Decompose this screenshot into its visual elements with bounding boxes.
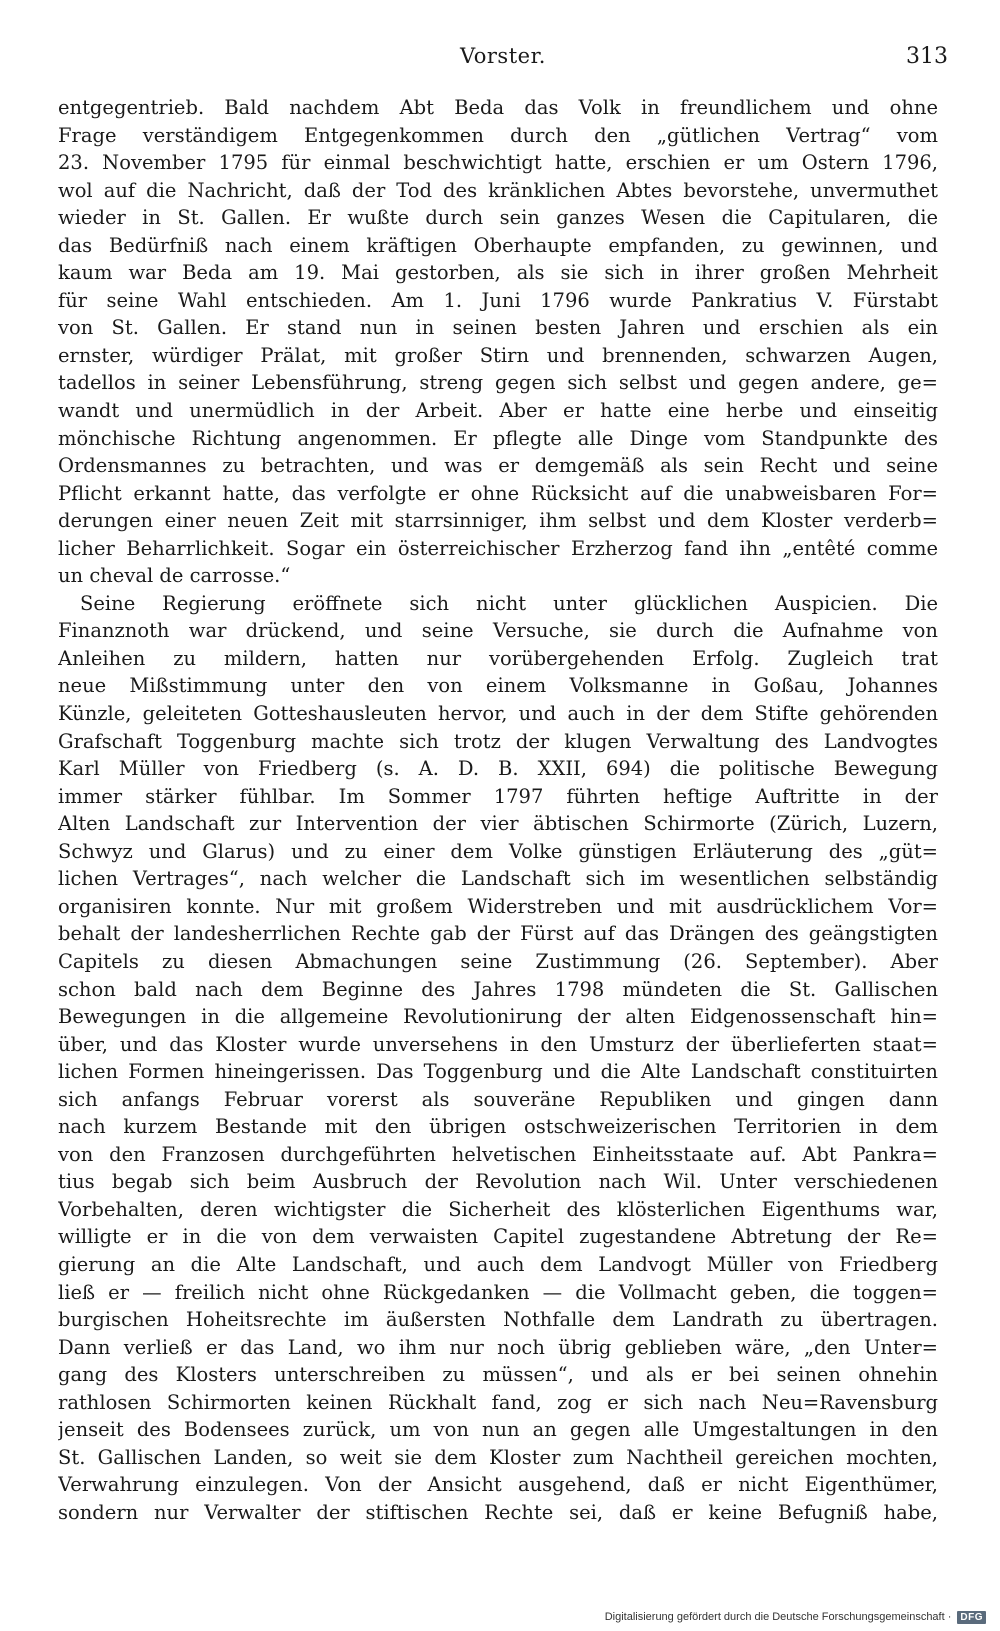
- text-line: Finanznoth war drückend, und seine Versuche, sie durch die Aufnahme von: [58, 619, 938, 643]
- page-number: 313: [906, 44, 948, 69]
- text-line: Karl Müller von Friedberg (s. A. D. B. XXII, 694) die politische Bewegung: [58, 757, 938, 781]
- text-line: Pflicht erkannt hatte, das verfolgte er ohne Rücksicht auf die unabweisbaren For=: [58, 481, 938, 505]
- text-line: neue Mißstimmung unter den von einem Volksmanne in Goßau, Johannes: [58, 674, 938, 698]
- text-line: derungen einer neuen Zeit mit starrsinniger, ihm selbst und dem Kloster verderb=: [58, 509, 938, 533]
- text-line: lichen Vertrages“, nach welcher die Landschaft sich im wesentlichen selbständig: [58, 867, 938, 891]
- text-line: burgischen Hoheitsrechte im äußersten Nothfalle dem Landrath zu übertragen.: [58, 1308, 938, 1332]
- text-line: jenseit des Bodensees zurück, um von nun an gegen alle Umgestaltungen in den: [58, 1418, 938, 1442]
- text-line: tius begab sich beim Ausbruch der Revolution nach Wil. Unter verschiedenen: [58, 1170, 938, 1194]
- text-line: un cheval de carrosse.“: [58, 564, 291, 588]
- running-title: Vorster.: [460, 44, 546, 68]
- text-line: mönchische Richtung angenommen. Er pflegte alle Dinge vom Standpunkte des: [58, 426, 938, 450]
- text-line: ließ er — freilich nicht ohne Rückgedanken — die Vollmacht geben, die toggen=: [58, 1280, 938, 1304]
- text-line: gierung an die Alte Landschaft, und auch dem Landvogt Müller von Friedberg: [58, 1252, 938, 1276]
- text-line: das Bedürfniß nach einem kräftigen Oberhaupte empfanden, zu gewinnen, und: [58, 233, 938, 257]
- text-line: behalt der landesherrlichen Rechte gab der Fürst auf das Drängen des geängstigten: [58, 922, 938, 946]
- text-line: schon bald nach dem Beginne des Jahres 1798 mündeten die St. Gallischen: [58, 977, 938, 1001]
- text-line: sich anfangs Februar vorerst als souveräne Republiken und gingen dann: [58, 1087, 938, 1111]
- text-line: willigte er in die von dem verwaisten Capitel zugestandene Abtretung der Re=: [58, 1225, 938, 1249]
- text-line: Dann verließ er das Land, wo ihm nur noch übrig geblieben wäre, „den Unter=: [58, 1335, 938, 1359]
- text-line: Seine Regierung eröffnete sich nicht unter glücklichen Auspicien. Die: [80, 591, 938, 615]
- text-line: Schwyz und Glarus) und zu einer dem Volke günstigen Erläuterung des „güt=: [58, 839, 938, 863]
- running-head: [58, 44, 948, 74]
- text-line: gang des Klosters unterschreiben zu müssen“, und als er bei seinen ohnehin: [58, 1363, 938, 1387]
- text-line: Verwahrung einzulegen. Von der Ansicht ausgehend, daß er nicht Eigenthümer,: [58, 1473, 938, 1497]
- text-line: entgegentrieb. Bald nachdem Abt Beda das Volk in freundlichem und ohne: [58, 96, 938, 119]
- text-line: St. Gallischen Landen, so weit sie dem Kloster zum Nachtheil gereichen mochten,: [58, 1445, 938, 1469]
- digitization-footer: [605, 1609, 986, 1625]
- text-line: kaum war Beda am 19. Mai gestorben, als sie sich in ihrer großen Mehrheit: [58, 261, 938, 285]
- text-line: sondern nur Verwalter der stiftischen Rechte sei, daß er keine Befugniß habe,: [58, 1500, 938, 1524]
- text-line: nach kurzem Bestande mit den übrigen ostschweizerischen Territorien in dem: [58, 1115, 938, 1139]
- text-line: wol auf die Nachricht, daß der Tod des kränklichen Abtes bevorstehe, unvermuthet: [58, 178, 938, 202]
- text-line: Ordensmannes zu betrachten, und was er demgemäß als sein Recht und seine: [58, 454, 938, 478]
- text-line: Vorbehalten, deren wichtigster die Sicherheit des klösterlichen Eigenthums war,: [58, 1197, 938, 1221]
- text-line: immer stärker fühlbar. Im Sommer 1797 führten heftige Auftritte in der: [58, 784, 938, 808]
- text-line: Künzle, geleiteten Gotteshausleuten hervor, und auch in der dem Stifte gehörenden: [58, 702, 938, 726]
- text-line: organisiren konnte. Nur mit großem Widerstreben und mit ausdrücklichem Vor=: [58, 894, 938, 918]
- text-line: Frage verständigem Entgegenkommen durch den „gütlichen Vertrag“ vom: [58, 123, 938, 147]
- text-line: tadellos in seiner Lebensführung, streng gegen sich selbst und gegen andere, ge=: [58, 371, 938, 395]
- text-line: von St. Gallen. Er stand nun in seinen besten Jahren und erschien als ein: [58, 316, 938, 340]
- text-line: für seine Wahl entschieden. Am 1. Juni 1796 wurde Pankratius V. Fürstabt: [58, 288, 938, 312]
- text-line: ernster, würdiger Prälat, mit großer Stirn und brennenden, schwarzen Augen,: [58, 343, 938, 367]
- text-line: von den Franzosen durchgeführten helvetischen Einheitsstaate auf. Abt Pankra=: [58, 1142, 938, 1166]
- dfg-logo-icon: DFG: [957, 1611, 986, 1624]
- text-line: Bewegungen in die allgemeine Revolutionirung der alten Eidgenossenschaft hin=: [58, 1005, 938, 1029]
- text-line: Grafschaft Toggenburg machte sich trotz der klugen Verwaltung des Landvogtes: [58, 729, 938, 753]
- text-line: 23. November 1795 für einmal beschwichtigt hatte, erschien er um Ostern 1796,: [58, 151, 938, 175]
- text-line: wieder in St. Gallen. Er wußte durch sein ganzes Wesen die Capitularen, die: [58, 206, 938, 230]
- text-line: über, und das Kloster wurde unversehens in den Umsturz der überlieferten staat=: [58, 1032, 938, 1056]
- text-line: rathlosen Schirmorten keinen Rückhalt fand, zog er sich nach Neu=Ravensburg: [58, 1390, 938, 1414]
- text-line: wandt und unermüdlich in der Arbeit. Aber er hatte eine herbe und einseitig: [58, 399, 938, 423]
- text-line: Anleihen zu mildern, hatten nur vorübergehenden Erfolg. Zugleich trat: [58, 646, 938, 670]
- footer-credit-text: Digitalisierung gefördert durch die Deutsche Forschungsgemeinschaft ·: [604, 1611, 952, 1623]
- text-line: Capitels zu diesen Abmachungen seine Zustimmung (26. September). Aber: [58, 949, 938, 973]
- body-text: [58, 94, 938, 1526]
- text-line: licher Beharrlichkeit. Sogar ein österreichischer Erzherzog fand ihn „entêté comme: [58, 536, 938, 560]
- text-line: lichen Formen hineingerissen. Das Toggenburg und die Alte Landschaft constituirten: [58, 1060, 938, 1084]
- text-line: Alten Landschaft zur Intervention der vier äbtischen Schirmorte (Zürich, Luzern,: [58, 812, 938, 836]
